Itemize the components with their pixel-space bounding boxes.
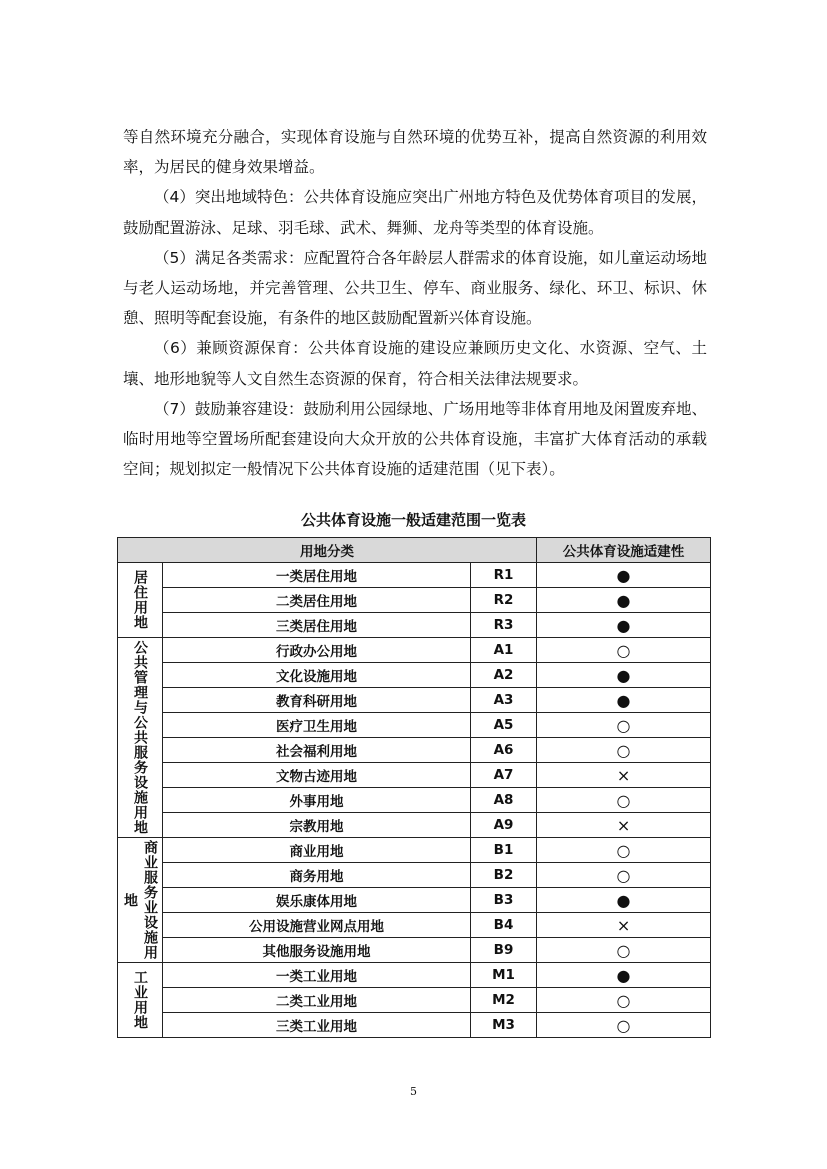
- land-group-label: 公共管理与公共服务设施用地: [118, 638, 163, 838]
- land-code-cell: M3: [471, 1013, 537, 1038]
- table-row: [118, 838, 711, 863]
- land-name-cell: 商业用地: [163, 838, 471, 863]
- land-code-cell: A5: [471, 713, 537, 738]
- table-header-row: [118, 538, 711, 563]
- paragraph: （5）满足各类需求：应配置符合各年龄层人群需求的体育设施，如儿童运动场地与老人运动场地，并完善管理、公共卫生、停车、商业服务、绿化、环卫、标识、休憩、照明等配套设施，有条件的地区鼓励配置新兴体育设施。: [123, 248, 707, 328]
- land-code-cell: A8: [471, 788, 537, 813]
- table-row: [118, 713, 711, 738]
- table-row: [118, 813, 711, 838]
- land-name-cell: 一类工业用地: [163, 963, 471, 988]
- land-group-label: 居住用地: [118, 563, 163, 638]
- land-name-cell: 文化设施用地: [163, 663, 471, 688]
- table-row: [118, 563, 711, 588]
- land-code-cell: A2: [471, 663, 537, 688]
- land-code-cell: B3: [471, 888, 537, 913]
- land-code-cell: B9: [471, 938, 537, 963]
- suitability-mark-cell: ○: [537, 738, 711, 763]
- table-row: [118, 988, 711, 1013]
- land-code-cell: A7: [471, 763, 537, 788]
- land-name-cell: 二类居住用地: [163, 588, 471, 613]
- land-name-cell: 娱乐康体用地: [163, 888, 471, 913]
- land-code-cell: M1: [471, 963, 537, 988]
- land-name-cell: 一类居住用地: [163, 563, 471, 588]
- land-code-cell: A9: [471, 813, 537, 838]
- land-code-cell: B4: [471, 913, 537, 938]
- land-code-cell: B1: [471, 838, 537, 863]
- table-row: [118, 913, 711, 938]
- table-row: [118, 963, 711, 988]
- land-code-cell: A6: [471, 738, 537, 763]
- land-name-cell: 宗教用地: [163, 813, 471, 838]
- suitability-mark-cell: ○: [537, 788, 711, 813]
- land-group-label: 商业服务业设施用地: [118, 838, 163, 963]
- table-title: 公共体育设施一般适建范围一览表: [300, 511, 526, 529]
- table-row: [118, 763, 711, 788]
- land-code-cell: R3: [471, 613, 537, 638]
- table-row: [118, 788, 711, 813]
- suitability-mark-cell: ○: [537, 1013, 711, 1038]
- suitability-mark-cell: ●: [537, 963, 711, 988]
- land-code-cell: R2: [471, 588, 537, 613]
- land-code-cell: B2: [471, 863, 537, 888]
- paragraph: （6）兼顾资源保育：公共体育设施的建设应兼顾历史文化、水资源、空气、土壤、地形地貌等人文自然生态资源的保育，符合相关法律法规要求。: [123, 339, 707, 388]
- table-row: [118, 663, 711, 688]
- suitability-mark-cell: ×: [537, 763, 711, 788]
- land-name-cell: 行政办公用地: [163, 638, 471, 663]
- suitability-mark-cell: ●: [537, 613, 711, 638]
- suitability-mark-cell: ×: [537, 913, 711, 938]
- suitability-mark-cell: ×: [537, 813, 711, 838]
- suitability-mark-cell: ○: [537, 938, 711, 963]
- suitability-mark-cell: ●: [537, 688, 711, 713]
- suitability-mark-cell: ○: [537, 638, 711, 663]
- table-row: [118, 888, 711, 913]
- table-row: [118, 863, 711, 888]
- land-name-cell: 医疗卫生用地: [163, 713, 471, 738]
- suitability-mark-cell: ●: [537, 888, 711, 913]
- table-body: [118, 563, 711, 1038]
- table-row: [118, 738, 711, 763]
- land-group-label: 工业用地: [118, 963, 163, 1038]
- land-code-cell: R1: [471, 563, 537, 588]
- suitability-mark-cell: ●: [537, 663, 711, 688]
- land-name-cell: 教育科研用地: [163, 688, 471, 713]
- land-use-table: [117, 537, 711, 1038]
- land-name-cell: 社会福利用地: [163, 738, 471, 763]
- table-row: [118, 613, 711, 638]
- land-name-cell: 三类居住用地: [163, 613, 471, 638]
- suitability-mark-cell: ○: [537, 863, 711, 888]
- body-text: [123, 122, 707, 484]
- header-land-classification: 用地分类: [118, 538, 537, 563]
- land-code-cell: A1: [471, 638, 537, 663]
- suitability-mark-cell: ○: [537, 838, 711, 863]
- table-row: [118, 688, 711, 713]
- header-suitability: 公共体育设施适建性: [537, 538, 711, 563]
- table-row: [118, 588, 711, 613]
- suitability-mark-cell: ●: [537, 563, 711, 588]
- paragraph: （7）鼓励兼容建设：鼓励利用公园绿地、广场用地等非体育用地及闲置废弃地、临时用地等空置场所配套建设向大众开放的公共体育设施，丰富扩大体育活动的承载空间；规划拟定一般情况下公共体育设施的适建范围（见下表）。: [123, 399, 707, 479]
- table-row: [118, 1013, 711, 1038]
- land-name-cell: 外事用地: [163, 788, 471, 813]
- paragraph: 等自然环境充分融合，实现体育设施与自然环境的优势互补，提高自然资源的利用效率，为居民的健身效果增益。: [123, 128, 707, 177]
- paragraph: （4）突出地域特色：公共体育设施应突出广州地方特色及优势体育项目的发展，鼓励配置游泳、足球、羽毛球、武术、舞狮、龙舟等类型的体育设施。: [123, 188, 707, 237]
- land-name-cell: 商务用地: [163, 863, 471, 888]
- land-name-cell: 二类工业用地: [163, 988, 471, 1013]
- suitability-mark-cell: ○: [537, 988, 711, 1013]
- land-name-cell: 其他服务设施用地: [163, 938, 471, 963]
- land-code-cell: M2: [471, 988, 537, 1013]
- suitability-mark-cell: ○: [537, 713, 711, 738]
- land-name-cell: 文物古迹用地: [163, 763, 471, 788]
- land-code-cell: A3: [471, 688, 537, 713]
- table-row: [118, 638, 711, 663]
- suitability-mark-cell: ●: [537, 588, 711, 613]
- table-row: [118, 938, 711, 963]
- land-name-cell: 公用设施营业网点用地: [163, 913, 471, 938]
- page-number: 5: [410, 1085, 417, 1098]
- land-name-cell: 三类工业用地: [163, 1013, 471, 1038]
